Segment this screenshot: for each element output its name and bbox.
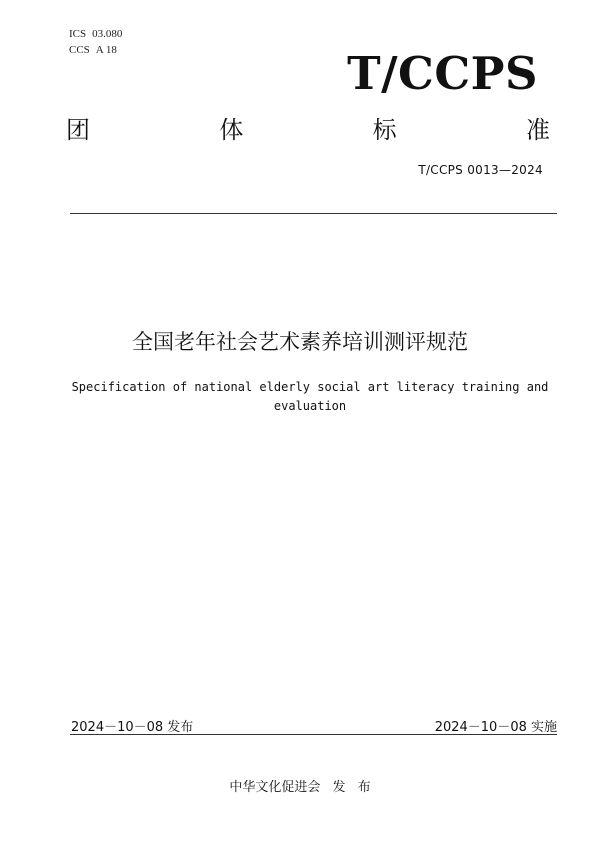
ccs-label: CCS <box>69 44 90 56</box>
ccs-value: A 18 <box>95 44 117 56</box>
standard-number: T/CCPS 0013—2024 <box>418 163 543 177</box>
ics-label: ICS <box>69 28 87 40</box>
classification-codes <box>69 26 122 58</box>
standard-type-char: 准 <box>525 116 550 144</box>
top-divider <box>70 213 557 214</box>
standard-type-char: 团 <box>66 116 90 144</box>
publisher: 中华文化促进会 发 布 <box>229 780 371 795</box>
issue-date: 2024－10－08 发布 <box>71 720 194 735</box>
standard-type-char: 体 <box>219 116 244 144</box>
title-english-line-1: Specification of national elderly social art literacy training and <box>71 380 549 394</box>
title-chinese: 全国老年社会艺术素养培训测评规范 <box>132 330 468 354</box>
ics-value: 03.080 <box>92 28 123 40</box>
title-english <box>60 378 560 416</box>
standard-type <box>66 114 550 146</box>
ccs-code <box>69 42 122 58</box>
ics-code <box>69 26 122 42</box>
bottom-divider <box>70 734 557 735</box>
title-english-line-2: evaluation <box>273 399 347 413</box>
implementation-date: 2024－10－08 实施 <box>434 720 557 735</box>
standard-type-char: 标 <box>372 116 397 144</box>
organization-code: T/CCPS <box>347 47 538 100</box>
